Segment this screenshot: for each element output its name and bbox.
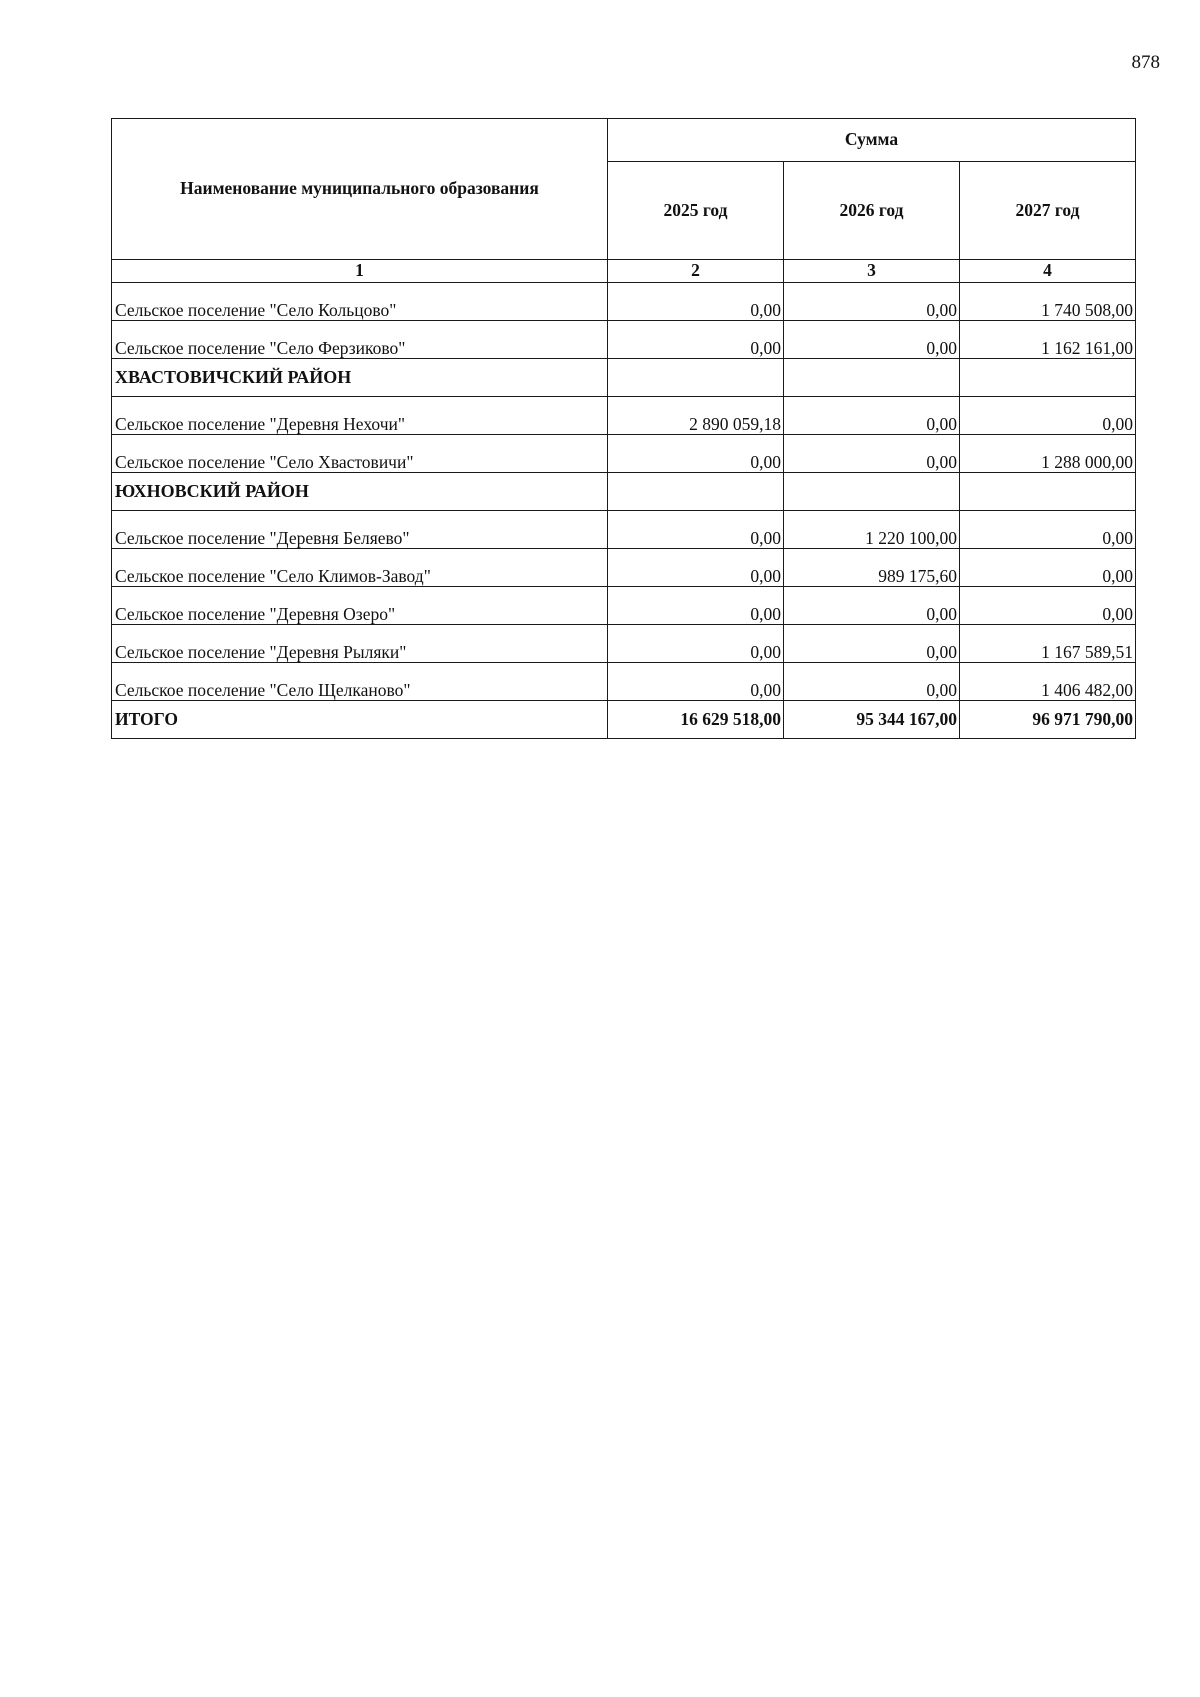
total-2026: 95 344 167,00 — [784, 701, 960, 739]
empty-cell — [608, 473, 784, 511]
header-year-2026: 2026 год — [784, 161, 960, 259]
amount-2025: 0,00 — [608, 549, 784, 587]
column-number: 3 — [784, 260, 960, 283]
amount-2027: 1 740 508,00 — [960, 283, 1136, 321]
column-number-row — [112, 260, 1136, 283]
amount-2026: 0,00 — [784, 283, 960, 321]
amount-2027: 1 162 161,00 — [960, 321, 1136, 359]
municipality-name: Сельское поселение "Деревня Беляево" — [112, 511, 608, 549]
header-year-2027: 2027 год — [960, 161, 1136, 259]
amount-2025: 0,00 — [608, 283, 784, 321]
table-row — [112, 663, 1136, 701]
amount-2025: 0,00 — [608, 625, 784, 663]
amount-2025: 0,00 — [608, 511, 784, 549]
amount-2027: 1 167 589,51 — [960, 625, 1136, 663]
total-label: ИТОГО — [112, 701, 608, 739]
table-row — [112, 549, 1136, 587]
table-row — [112, 511, 1136, 549]
amount-2027: 0,00 — [960, 397, 1136, 435]
municipality-name: Сельское поселение "Село Климов-Завод" — [112, 549, 608, 587]
table-row — [112, 587, 1136, 625]
total-row — [112, 701, 1136, 739]
district-row — [112, 473, 1136, 511]
district-name: ХВАСТОВИЧСКИЙ РАЙОН — [112, 359, 608, 397]
amount-2025: 0,00 — [608, 663, 784, 701]
amount-2026: 0,00 — [784, 435, 960, 473]
empty-cell — [784, 359, 960, 397]
amount-2025: 0,00 — [608, 321, 784, 359]
empty-cell — [960, 473, 1136, 511]
amount-2026: 1 220 100,00 — [784, 511, 960, 549]
empty-cell — [608, 359, 784, 397]
amount-2026: 0,00 — [784, 625, 960, 663]
header-name-column: Наименование муниципального образования — [112, 119, 608, 260]
amount-2026: 989 175,60 — [784, 549, 960, 587]
municipality-name: Сельское поселение "Село Щелканово" — [112, 663, 608, 701]
municipality-name: Сельское поселение "Деревня Рыляки" — [112, 625, 608, 663]
total-2027: 96 971 790,00 — [960, 701, 1136, 739]
amount-2027: 0,00 — [960, 549, 1136, 587]
column-number: 1 — [112, 260, 608, 283]
table-row — [112, 321, 1136, 359]
table-row — [112, 397, 1136, 435]
amount-2027: 0,00 — [960, 511, 1136, 549]
column-number: 4 — [960, 260, 1136, 283]
amount-2025: 0,00 — [608, 435, 784, 473]
amount-2027: 1 288 000,00 — [960, 435, 1136, 473]
table-body — [112, 283, 1136, 739]
empty-cell — [960, 359, 1136, 397]
table-header — [112, 119, 1136, 283]
amount-2026: 0,00 — [784, 397, 960, 435]
total-2025: 16 629 518,00 — [608, 701, 784, 739]
municipality-name: Сельское поселение "Село Ферзиково" — [112, 321, 608, 359]
amount-2027: 1 406 482,00 — [960, 663, 1136, 701]
municipality-name: Сельское поселение "Село Хвастовичи" — [112, 435, 608, 473]
municipality-name: Сельское поселение "Деревня Нехочи" — [112, 397, 608, 435]
table-row — [112, 435, 1136, 473]
header-year-2025: 2025 год — [608, 161, 784, 259]
column-number: 2 — [608, 260, 784, 283]
amount-2026: 0,00 — [784, 587, 960, 625]
table-row — [112, 625, 1136, 663]
empty-cell — [784, 473, 960, 511]
page-number: 878 — [1131, 52, 1160, 73]
amount-2026: 0,00 — [784, 321, 960, 359]
table-row — [112, 283, 1136, 321]
district-row — [112, 359, 1136, 397]
amount-2027: 0,00 — [960, 587, 1136, 625]
amount-2025: 2 890 059,18 — [608, 397, 784, 435]
amount-2025: 0,00 — [608, 587, 784, 625]
district-name: ЮХНОВСКИЙ РАЙОН — [112, 473, 608, 511]
budget-table — [111, 118, 1136, 739]
municipality-name: Сельское поселение "Село Кольцово" — [112, 283, 608, 321]
municipality-name: Сельское поселение "Деревня Озеро" — [112, 587, 608, 625]
header-sum-group: Сумма — [608, 119, 1136, 162]
amount-2026: 0,00 — [784, 663, 960, 701]
